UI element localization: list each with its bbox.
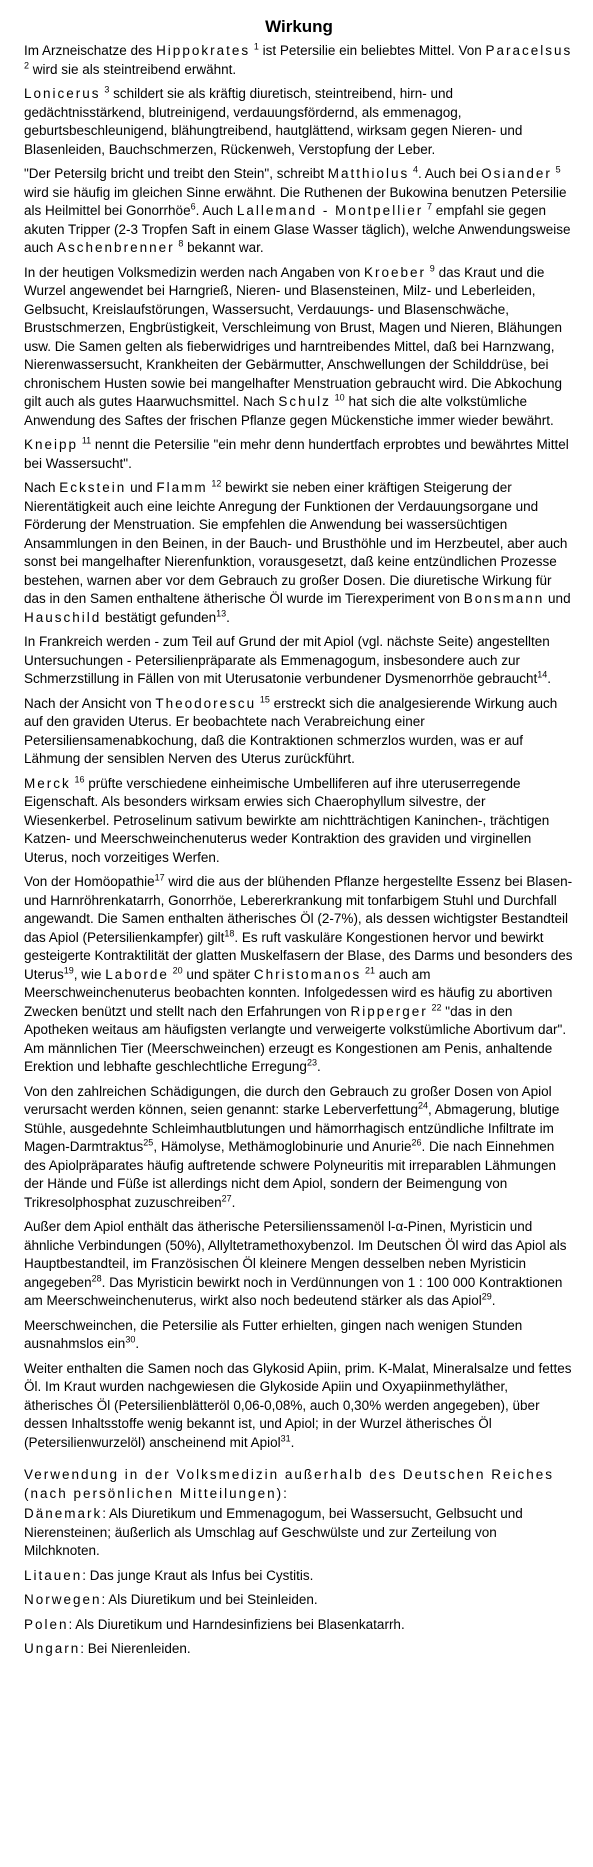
paragraph xyxy=(24,479,574,627)
country-list xyxy=(24,1505,574,1659)
text-run: . xyxy=(135,1336,140,1351)
text-run: , wie xyxy=(73,966,106,982)
paragraph xyxy=(24,165,574,258)
country-text: : Als Diuretikum und Emmenagogum, bei Wassersucht, Gelbsucht und Nierensteinen; äußerlich als Umschlag auf Geschwülste und zur Zerteilung von Milchknoten. xyxy=(24,1506,523,1558)
text-run: nennt die Petersilie "ein mehr denn hundertfach erprobtes und bewährtes Mittel bei Wassersucht". xyxy=(24,437,569,471)
text-run: und xyxy=(126,480,157,495)
footnote-ref: 7 xyxy=(426,201,432,212)
text-run: . xyxy=(547,671,552,686)
footnote-ref: 24 xyxy=(418,1100,429,1111)
footnote-ref: 14 xyxy=(537,669,548,680)
footnote-ref: 29 xyxy=(481,1291,492,1302)
footnote-ref: 15 xyxy=(259,694,270,704)
paragraph xyxy=(24,1218,574,1311)
paragraph xyxy=(24,85,574,159)
page-title: Wirkung xyxy=(265,17,333,36)
text-run: , Abmagerung, blutige Stühle, ausgedehnte Schleimhautblutungen und hämorrhagisch entzündliche Infiltrate im Magen-Darmtraktus xyxy=(24,1102,560,1154)
author-name: Hauschild xyxy=(24,609,102,625)
footnote-ref: 3 xyxy=(104,84,110,95)
country-name: Dänemark xyxy=(24,1506,103,1521)
author-name: Osiander xyxy=(481,166,552,181)
footnote-ref: 4 xyxy=(413,164,419,175)
text-run: prüfte verschiedene einheimische Umbelliferen auf ihre uteruserregende Eigenschaft. Als besonders wirksam erwies sich Chaerophyllum silvestre, der Wiesenkerbel. Petroselinum sativum bewirkte am nichtträchtigen Kaninchen-, trächtigen Katzen- und Meerschweinchenuterus weder Kontraktion des graviden und virginellen Uterus, noch vorzeitiges Werfen. xyxy=(24,775,550,865)
text-run: wird sie als steintreibend erwähnt. xyxy=(29,61,237,77)
paragraph xyxy=(24,1360,574,1453)
footnote-ref: 19 xyxy=(63,965,74,975)
country-name: Norwegen xyxy=(24,1592,102,1607)
body-text xyxy=(24,42,574,1452)
footnote-ref: 26 xyxy=(411,1137,422,1148)
author-name: Paracelsus xyxy=(485,43,573,58)
author-name: Laborde xyxy=(105,966,169,982)
footnote-ref: 1 xyxy=(253,41,259,52)
text-run: . xyxy=(290,1434,295,1450)
author-name: Bonsmann xyxy=(463,591,545,606)
text-run: ist Petersilie ein beliebtes Mittel. Von xyxy=(258,43,486,58)
footnote-ref: 28 xyxy=(91,1273,102,1283)
footnote-ref: 12 xyxy=(211,478,222,489)
text-run: hat sich die alte volkstümliche Anwendung des Saftes der frischen Pflanze gegen Mückenstiche immer wieder bewährt. xyxy=(24,394,554,428)
text-run: . Die nach Einnehmen des Apiolpräparates häufig auftretende schwere Polyneuritis mit irreparablen Lähmungen der Hände und Füße ist allerdings nicht dem Apiol, sondern der Beimengung von Trikresolphosphat zuzuschreiben xyxy=(24,1139,557,1210)
text-run: schildert sie als kräftig diuretisch, steintreibend, hirn- und gedächtnisstärkend, blutreinigend, verdauungsfördernd, als emmenagog, geburtsbeschleunigend, blähungtreibend, hautglättend, wirksam gegen Nieren- und Blasenleiden, Bauchschmerzen, Rückenweh, Verstopfung der Leber. xyxy=(24,86,523,157)
text-run: . Auch xyxy=(195,203,237,218)
footnote-ref: 25 xyxy=(143,1137,154,1148)
text-run: erstreckt sich die analgesierende Wirkung auch auf den graviden Uterus. Er beobachtete nach Verabreichung einer Petersiliensamenabkochung, daß die Kontraktionen schmerzlos wurden, was er auf Lähmung der sensiblen Nerven des Uterus zurückführt. xyxy=(24,695,558,766)
footnote-ref: 5 xyxy=(555,164,561,175)
country-name: Litauen xyxy=(24,1567,83,1583)
paragraph xyxy=(24,633,574,689)
footnote-ref: 30 xyxy=(125,1334,136,1345)
paragraph xyxy=(24,695,574,769)
text-run: Meerschweinchen, die Petersilie als Futter erhielten, gingen nach wenigen Stunden ausnahmslos ein xyxy=(24,1317,523,1351)
text-run: und xyxy=(544,591,571,606)
text-run: Von der Homöopathie xyxy=(24,874,155,889)
paragraph xyxy=(24,436,574,473)
text-run: . Auch bei xyxy=(418,166,482,181)
footnote-ref: 31 xyxy=(280,1433,291,1443)
text-run: "Der Petersilg bricht und treibt den Stein", schreibt xyxy=(24,166,328,181)
country-text: : Das junge Kraut als Infus bei Cystitis. xyxy=(82,1567,314,1583)
footnote-ref: 2 xyxy=(24,60,30,70)
author-name: Kroeber xyxy=(364,264,427,280)
country-text: : Bei Nierenleiden. xyxy=(80,1641,191,1656)
author-name: Theodorescu xyxy=(155,695,257,711)
text-run: In Frankreich werden - zum Teil auf Grund der mit Apiol (vgl. nächste Seite) angestellten Untersuchungen - Petersilienpräparate als Emmenagogum, insbesondere auch zur Schmerzstillung in Fällen von mit Uterusatonie verbundener Dysmenorrhöe gebraucht xyxy=(24,634,550,686)
paragraph xyxy=(24,42,574,79)
text-run: . Es ruft vaskuläre Kongestionen hervor und bewirkt gesteigerte Kontraktilität der glatten Muskelfasern der Blase, des Darms und besonders des Uterus xyxy=(24,929,573,982)
text-run: wird die aus der blühenden Pflanze hergestellte Essenz bei Blasen- und Harnröhrenkatarrh, Gonorrhöe, Lebererkrankung mit tonfarbigem Stuhl und Durchfall angewandt. Die Samen enthalten ätherisches Öl (2-7%), als dessen wichtigster Bestandteil das Apiol (Petersilienkampfer) gilt xyxy=(24,874,573,945)
footnote-ref: 16 xyxy=(74,774,85,784)
author-name: Christomanos xyxy=(253,966,362,982)
author-name: Matthiolus xyxy=(327,166,410,181)
text-run: "das in den Apotheken weitaus am häufigsten verlangte und verweigerte volkstümliche Abortivum dar". Am männlichen Tier (Meerschweinchen) erzeugt es Kongestionen am Penis, anhaltende Erektion und lebhafte geschlechtliche Erregung xyxy=(24,1003,567,1074)
country-name: Polen xyxy=(24,1616,69,1632)
text-run: bekannt war. xyxy=(183,240,264,255)
author-name: Lonicerus xyxy=(24,86,101,101)
author-name: Hippokrates xyxy=(156,43,251,58)
text-run: . Das Myristicin bewirkt noch in Verdünnungen von 1 : 100 000 Kontraktionen am Meerschweinchenuterus, wirkt also noch bedeutend stärker als das Apiol xyxy=(24,1274,563,1308)
text-run: . xyxy=(491,1293,496,1308)
section-heading: Verwendung in der Volksmedizin außerhalb des Deutschen Reiches (nach persönlichen Mitteilungen): xyxy=(24,1467,554,1501)
country-entry xyxy=(24,1567,574,1586)
footnote-ref: 10 xyxy=(334,392,345,403)
footnote-ref: 18 xyxy=(224,928,235,938)
country-entry xyxy=(24,1640,574,1659)
author-name: Merck xyxy=(24,775,71,791)
country-name: Ungarn xyxy=(24,1641,81,1656)
country-entry xyxy=(24,1591,574,1610)
text-run: Nach xyxy=(24,480,60,495)
author-name: Ripperger xyxy=(350,1003,428,1019)
paragraph xyxy=(24,264,574,431)
paragraph xyxy=(24,1083,574,1213)
author-name: Schulz xyxy=(278,394,331,409)
country-entry xyxy=(24,1616,574,1635)
text-run: und später xyxy=(182,966,254,982)
footnote-ref: 8 xyxy=(178,238,184,249)
footnote-ref: 20 xyxy=(172,965,183,975)
text-run: bewirkt sie neben einer kräftigen Steigerung der Nierentätigkeit auch eine leichte Anregung der Funktionen der Verdauungsorgane und Förderung der Menstruation. Sie empfehlen die Anwendung bei wassersüchtigen Ansammlungen in den Beinen, in der Bauch- und Brusthöhle und im Herzbeutel, aber auch sonst bei mangelhafter Nierenfunktion, vorausgesetzt, daß keine entzündlichen Prozesse bestehen, warnen aber vor dem Gebrauch zu großer Dosen. Die diuretische Wirkung für das in den Samen enthaltene ätherische Öl wurde im Tierexperiment von xyxy=(24,480,568,606)
footnote-ref: 21 xyxy=(364,965,375,975)
text-run: . xyxy=(316,1059,321,1074)
text-run: Von den zahlreichen Schädigungen, die durch den Gebrauch zu großer Dosen von Apiol verursacht werden können, seien genannt: starke Leberverfettung xyxy=(24,1083,552,1117)
text-run: In der heutigen Volksmedizin werden nach Angaben von xyxy=(24,264,364,280)
footnote-ref: 22 xyxy=(431,1002,442,1012)
text-run: Außer dem Apiol enthält das ätherische Petersilienssamenöl l-α-Pinen, Myristicin und ähnliche Verbindungen (50%), Allyltetramethoxybenzol. Im Deutschen Öl wird das Apiol als Hauptbestandteil, im Französischen Öl kleinere Mengen desselben neben Myristicin angegeben xyxy=(24,1219,567,1290)
footnote-ref: 6 xyxy=(190,201,196,212)
author-name: Lallemand - Montpellier xyxy=(236,203,424,218)
text-run: auch am Meerschweinchenuterus beobachten konnten. Infolgedessen wird es häufig zu abortiven Zwecken benützt und stellt nach den Erfahrungen von xyxy=(24,966,553,1019)
footnote-ref: 9 xyxy=(429,263,435,273)
footnote-ref: 23 xyxy=(306,1057,317,1068)
paragraph xyxy=(24,775,574,868)
footnote-ref: 27 xyxy=(221,1193,232,1203)
author-name: Aschenbrenner xyxy=(57,240,175,255)
text-run: , Hämolyse, Methämoglobinurie und Anurie xyxy=(153,1139,412,1154)
text-run: Im Arzneischatze des xyxy=(24,43,157,58)
text-run: das Kraut und die Wurzel angewendet bei Harngrieß, Nieren- und Blasensteinen, Milz- und Leberleiden, Gelbsucht, Kreislaufstörungen, Wassersucht, Verdauungs- und Blasenschwäche, Brustschmerzen, Engbrüstigkeit, Verschleimung von Brust, Magen und Nieren, Blähungen usw. Die Samen gelten als fieberwidriges und harntreibendes Mittel, daß bei Harnzwang, Nierenwassersucht, Krankheiten der Gebärmutter, Anschwellungen der Schilddrüse, bei chronischem Husten sowie bei mangelhafter Menstruation gebraucht wird. Die Abkochung gilt auch als gutes Haarwuchsmittel. Nach xyxy=(24,264,563,409)
text-run: empfahl sie gegen akuten Tripper (2-3 Tropfen Saft in einem Glase Wasser täglich), welche Anwendungsweise auch xyxy=(24,203,571,255)
text-run: Weiter enthalten die Samen noch das Glykosid Apiin, prim. K-Malat, Mineralsalze und fettes Öl. Im Kraut wurden nachgewiesen die Glykoside Apiin und Oxyapiinmethyläther, ätherisches Öl (Petersilienblätteröl 0,06-0,08%, auch 0,30% werden angegeben), über dessen Inhaltsstoffe wenig bekannt ist, und Apiol; in der Wurzel ätherisches Öl (Petersilienwurzelöl) anscheinend mit Apiol xyxy=(24,1360,572,1450)
country-entry xyxy=(24,1505,574,1561)
footnote-ref: 11 xyxy=(81,435,92,446)
footnote-ref: 13 xyxy=(216,608,227,618)
text-run: wird sie häufig im gleichen Sinne erwähnt. Die Ruthenen der Bukowina benutzen Petersilie als Heilmittel bei Gonorrhöe xyxy=(24,184,567,218)
country-text: : Als Diuretikum und bei Steinleiden. xyxy=(101,1592,318,1607)
text-run: Nach der Ansicht von xyxy=(24,695,156,711)
paragraph xyxy=(24,1317,574,1354)
country-text: : Als Diuretikum und Harndesinfiziens bei Blasenkatarrh. xyxy=(68,1616,405,1632)
author-name: Kneipp xyxy=(24,437,79,452)
author-name: Flamm xyxy=(156,480,208,495)
author-name: Eckstein xyxy=(59,480,127,495)
text-run: . xyxy=(226,609,230,625)
paragraph xyxy=(24,873,574,1077)
text-run: bestätigt gefunden xyxy=(101,609,217,625)
text-run: . xyxy=(231,1194,236,1210)
footnote-ref: 17 xyxy=(154,872,165,883)
